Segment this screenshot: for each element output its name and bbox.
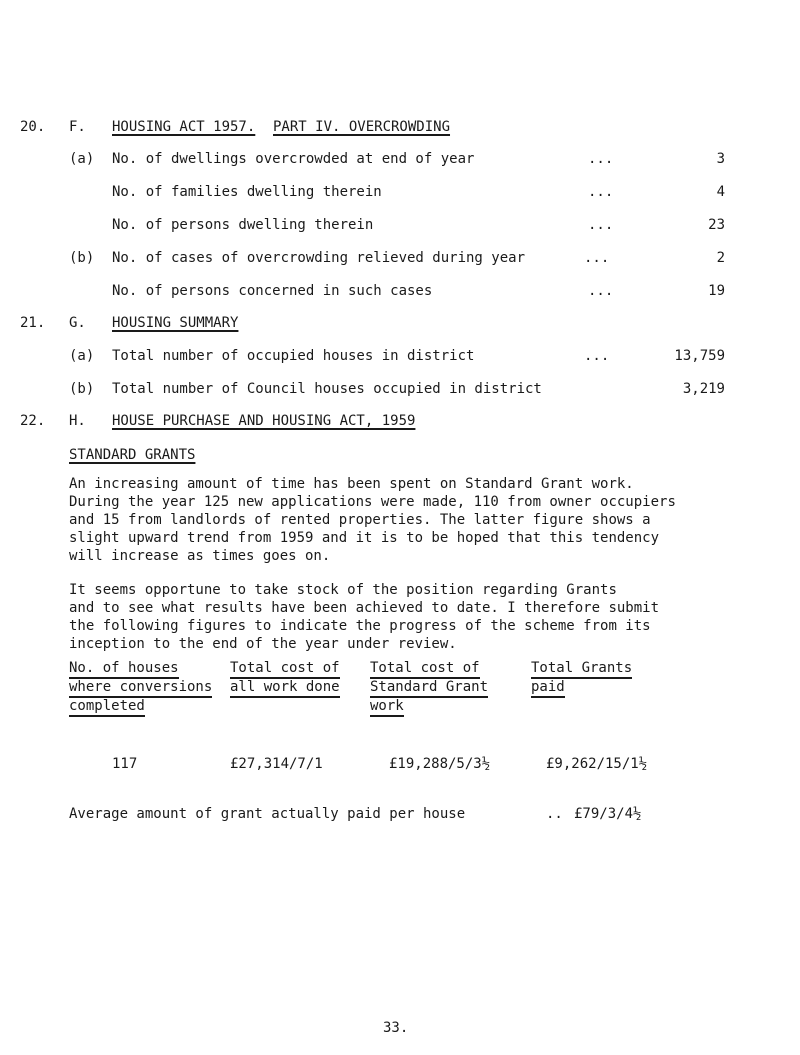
page-number: 33. [383,1020,409,1036]
table-header-line: Standard Grant [370,679,488,698]
subheading: STANDARD GRANTS [69,447,196,463]
section-number: 20. [20,119,46,135]
paragraph-line: inception to the end of the year under review. [69,636,457,652]
section-heading: HOUSE PURCHASE AND HOUSING ACT, 1959 [112,413,416,429]
average-dots: .. [546,806,563,822]
table-header-line: Total Grants [531,660,632,679]
paragraph-line: During the year 125 new applications were made, 110 from owner occupiers [69,494,676,510]
table-header [370,660,488,717]
table-header [230,660,340,698]
item-value: 3 [716,151,725,167]
item-text: No. of dwellings overcrowded at end of year [112,151,475,167]
table-header-line: No. of houses [69,660,179,679]
table-cell: £19,288/5/3½ [389,756,491,772]
item-dots: ... [584,348,610,364]
table-cell: £9,262/15/1½ [546,756,648,772]
paragraph-line: An increasing amount of time has been spent on Standard Grant work. [69,476,634,492]
item-dots: ... [588,217,614,233]
average-value: £79/3/4½ [574,806,642,822]
section-number: 22. [20,413,46,429]
table-cell: 117 [112,756,138,772]
section-heading: HOUSING SUMMARY [112,315,239,331]
item-text: Total number of occupied houses in district [112,348,475,364]
item-value: 4 [716,184,725,200]
table-header-line: Total cost of [230,660,340,679]
table-header-line: all work done [230,679,340,698]
table-header-line: completed [69,698,145,717]
item-dots: ... [584,250,610,266]
item-value: 19 [708,283,725,299]
paragraph-line: the following figures to indicate the progress of the scheme from its [69,618,651,634]
paragraph-line: slight upward trend from 1959 and it is to be hoped that this tendency [69,530,660,546]
paragraph [69,475,769,565]
item-dots: ... [588,283,614,299]
paragraph-line: and to see what results have been achieved to date. I therefore submit [69,600,660,616]
paragraph-line: and 15 from landlords of rented properties. The latter figure shows a [69,512,651,528]
section-letter: F. [69,119,86,135]
item-value: 23 [708,217,725,233]
section-heading: PART IV. OVERCROWDING [273,119,451,135]
section-number: 21. [20,315,46,331]
paragraph-line: will increase as times goes on. [69,548,331,564]
section-heading: HOUSING ACT 1957. [112,119,256,135]
table-header-line: work [370,698,404,717]
section-letter: G. [69,315,86,331]
item-label: (b) [69,250,95,266]
average-label: Average amount of grant actually paid per house [69,806,466,822]
table-header-line: paid [531,679,565,698]
table-header [69,660,212,717]
paragraph-line: It seems opportune to take stock of the position regarding Grants [69,582,617,598]
item-label: (a) [69,151,95,167]
item-text: No. of cases of overcrowding relieved during year [112,250,526,266]
item-value: 2 [716,250,725,266]
item-text: No. of families dwelling therein [112,184,382,200]
item-value: 13,759 [674,348,725,364]
table-header-line: Total cost of [370,660,480,679]
section-letter: H. [69,413,86,429]
item-label: (b) [69,381,95,397]
table-header [531,660,632,698]
item-text: Total number of Council houses occupied in district [112,381,542,397]
item-dots: ... [588,151,614,167]
table-cell: £27,314/7/1 [230,756,323,772]
item-text: No. of persons dwelling therein [112,217,374,233]
item-text: No. of persons concerned in such cases [112,283,433,299]
item-dots: ... [588,184,614,200]
item-value: 3,219 [682,381,725,397]
item-label: (a) [69,348,95,364]
paragraph [69,581,769,653]
table-header-line: where conversions [69,679,212,698]
